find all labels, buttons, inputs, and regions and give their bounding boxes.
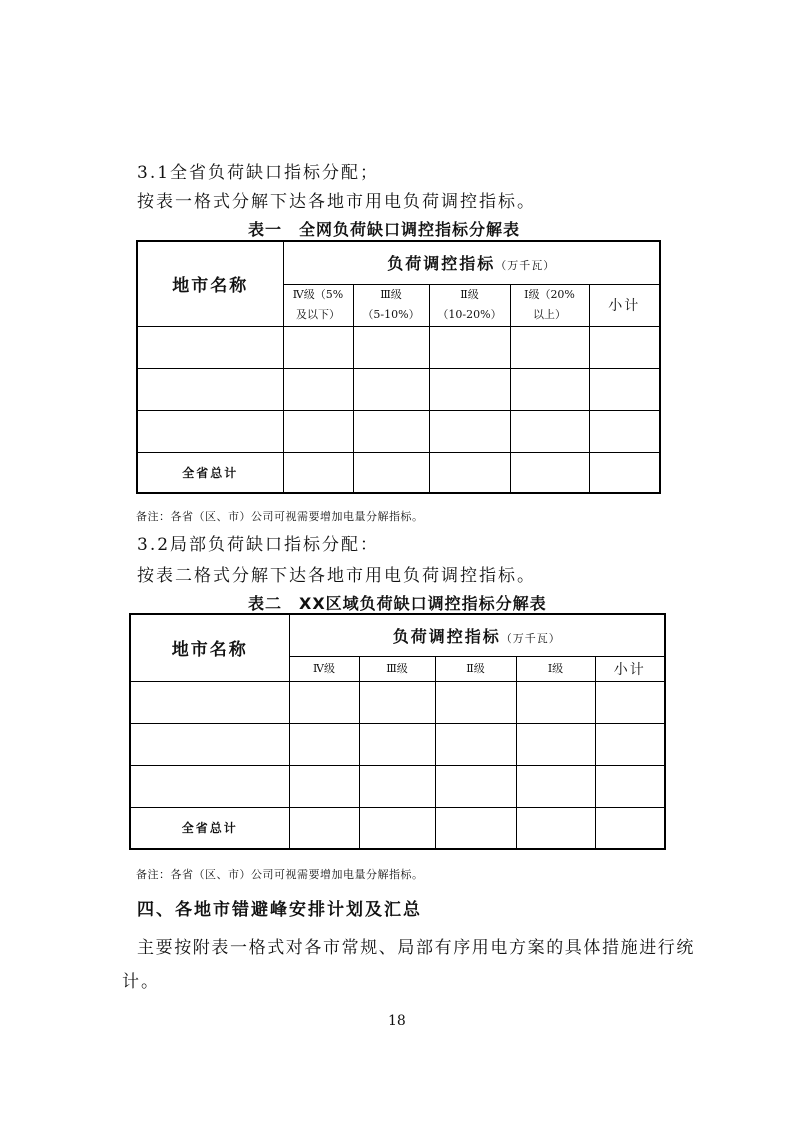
table-row xyxy=(137,452,660,493)
table2-group-header xyxy=(289,614,665,656)
table1-subtotal-header: 小计 xyxy=(589,284,660,326)
table2-level-2: Ⅱ级 xyxy=(435,656,516,681)
table-row xyxy=(130,681,665,723)
table-row xyxy=(137,410,660,452)
level-line: 及以下） xyxy=(296,308,340,321)
section-3-2-heading: 3.2局部负荷缺口指标分配： xyxy=(137,535,380,555)
page-number: 18 xyxy=(388,1013,406,1029)
section-3-2-body: 按表二格式分解下达各地市用电负荷调控指标。 xyxy=(137,566,536,586)
level-line: Ⅱ级 xyxy=(460,288,479,301)
level-line: 以上） xyxy=(533,308,566,321)
table1-level-2 xyxy=(429,284,510,326)
table2-total-label: 全省总计 xyxy=(130,807,289,849)
table2 xyxy=(129,613,666,850)
level-line: （10-20%） xyxy=(437,308,502,321)
level-line: Ⅰ级（20% xyxy=(524,288,575,301)
table1-level-4 xyxy=(283,284,353,326)
section-3-1-body: 按表一格式分解下达各地市用电负荷调控指标。 xyxy=(137,192,536,212)
level-line: Ⅳ级（5% xyxy=(292,288,344,301)
table-row xyxy=(130,807,665,849)
table-row xyxy=(137,368,660,410)
level-line: （5-10%） xyxy=(362,308,420,321)
table-row xyxy=(137,326,660,368)
section-4-heading: 四、各地市错避峰安排计划及汇总 xyxy=(137,900,422,920)
table1 xyxy=(136,240,661,494)
table1-city-header: 地市名称 xyxy=(137,241,283,326)
table1-group-header xyxy=(283,241,660,284)
table1-group-title: 负荷调控指标 xyxy=(387,254,496,274)
table2-subtotal-header: 小计 xyxy=(595,656,665,681)
table2-group-title: 负荷调控指标 xyxy=(392,626,501,646)
table2-city-header: 地市名称 xyxy=(130,614,289,681)
table1-note: 备注：各省（区、市）公司可视需要增加电量分解指标。 xyxy=(136,510,424,523)
table1-level-3 xyxy=(353,284,429,326)
table1-caption: 表一 全网负荷缺口调控指标分解表 xyxy=(248,220,521,239)
section-4-body-line1: 主要按附表一格式对各市常规、局部有序用电方案的具体措施进行统 xyxy=(137,938,695,958)
table2-level-1: Ⅰ级 xyxy=(516,656,595,681)
level-line: Ⅲ级 xyxy=(380,288,402,301)
table1-unit: （万千瓦） xyxy=(495,259,556,273)
section-3-1-heading: 3.1全省负荷缺口指标分配； xyxy=(137,163,380,183)
table1-total-label: 全省总计 xyxy=(137,452,283,493)
table2-level-4: Ⅳ级 xyxy=(289,656,359,681)
table2-unit: （万千瓦） xyxy=(500,631,561,645)
table1-level-1 xyxy=(510,284,589,326)
table-row xyxy=(130,765,665,807)
table2-note: 备注：各省（区、市）公司可视需要增加电量分解指标。 xyxy=(136,868,424,881)
section-4-body-line2: 计。 xyxy=(122,972,160,992)
table2-caption: 表二 XX区域负荷缺口调控指标分解表 xyxy=(248,594,547,613)
table-row xyxy=(130,723,665,765)
table2-level-3: Ⅲ级 xyxy=(359,656,435,681)
